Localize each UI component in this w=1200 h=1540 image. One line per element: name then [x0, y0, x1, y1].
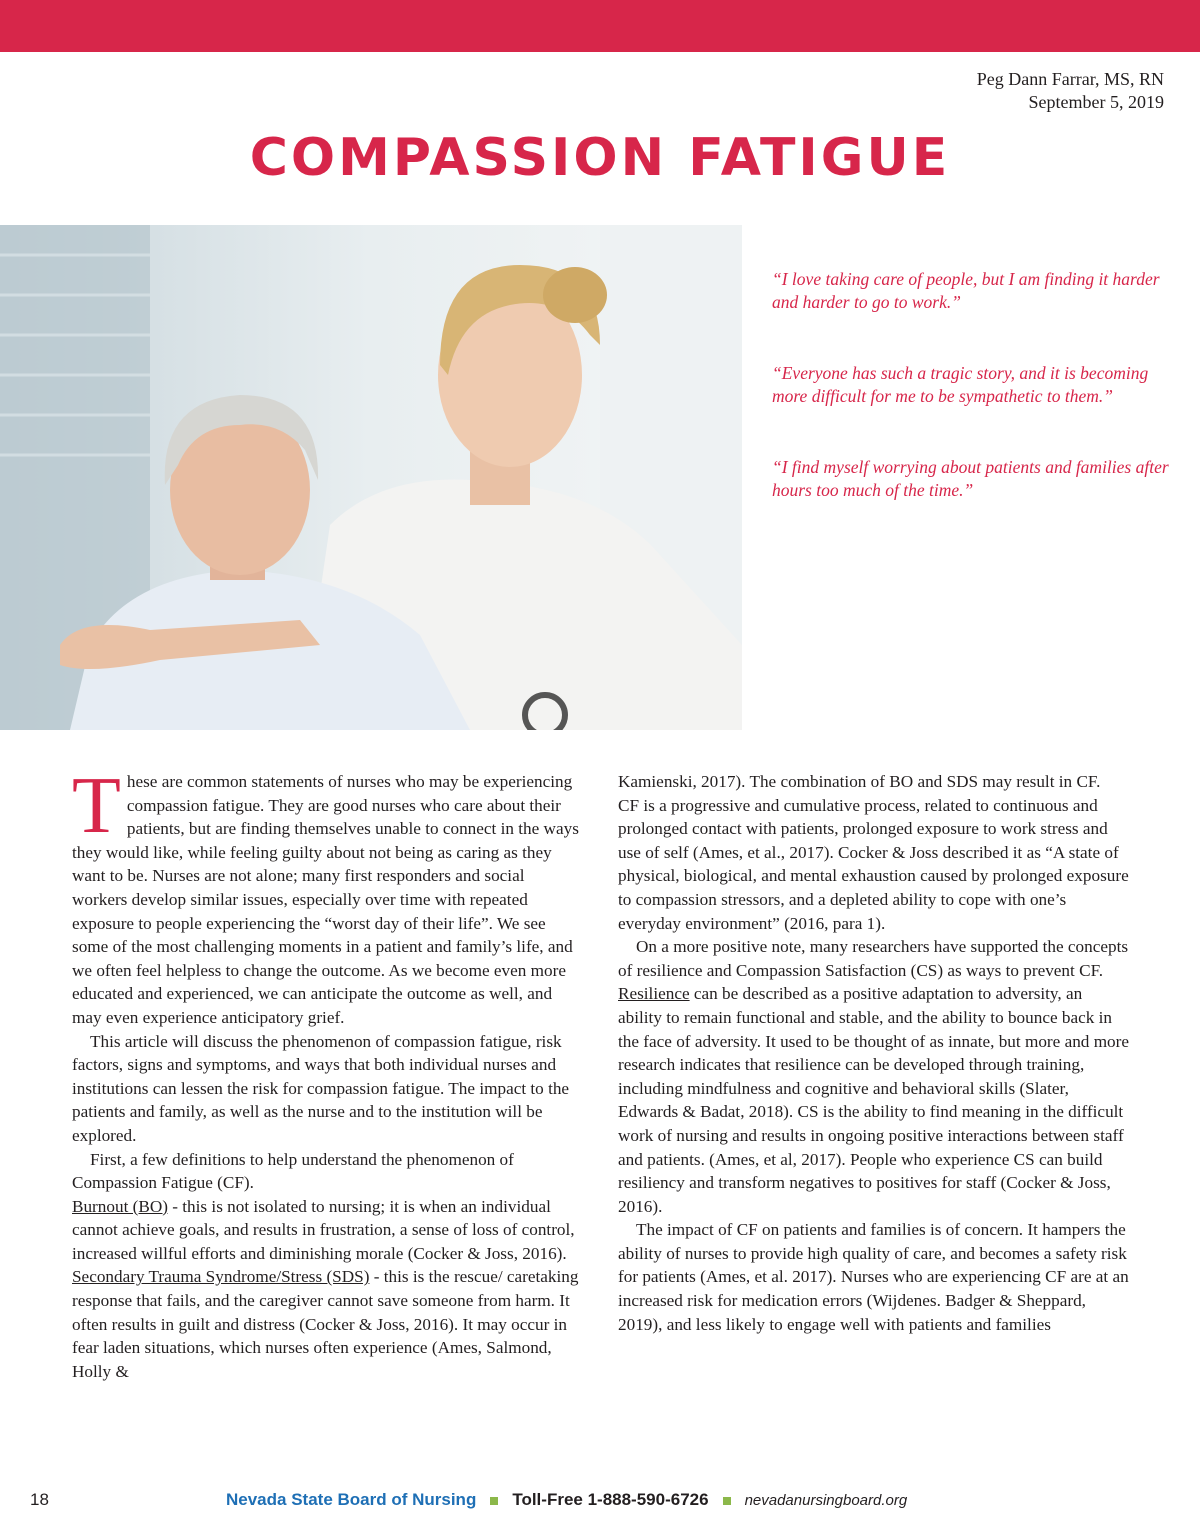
paragraph-text: On a more positive note, many researchers have supported the concepts of resilience and Compassion Satisfaction (CS) as ways to prevent CF.	[618, 937, 1129, 980]
paragraph: The impact of CF on patients and families is of concern. It hampers the ability of nurses to provide high quality of care, and becomes a safety risk for patients (Ames, et al. 2017). Nurses who are experiencing CF are at an increased risk for medication errors (Wijdenes. Badger & Sheppard, 2019), and less likely to engage well with patients and families	[618, 1220, 1129, 1334]
footer-phone: Toll-Free 1-888-590-6726	[512, 1490, 709, 1509]
paragraph: CF is a progressive and cumulative process, related to continuous and prolonged contact with patients, prolonged exposure to work stress and use of self (Ames, et al., 2017). Cocker & Joss described it as “A state of physical, biological, and mental exhaustion caused by prolonged exposure to compassion stressors, and a depleted ability to cope with one’s everyday environment” (2016, para 1).	[618, 795, 1129, 933]
paragraph-resilience	[618, 935, 1130, 1218]
top-color-band	[0, 0, 1200, 52]
intro-text: hese are common statements of nurses who may be experiencing compassion fatigue. They are good nurses who care about their patients, but are finding themselves unable to connect in the ways they would like, while feeling guilty about not being as caring as they want to be. Nurses are not alone; many first responders and social workers develop similar issues, especially over time with repeated exposure to people experiencing the “worst day of their life”. We see some of the most challenging moments in a patient and family’s life, and we often feel helpless to change the outcome. As we become even more educated and experienced, we can anticipate the outcome as well, and may even experience anticipatory grief.	[72, 772, 579, 1027]
pull-quote-3: “I find myself worrying about patients and families after hours too much of the time.”	[772, 457, 1169, 500]
paragraph: First, a few definitions to help understand the phenomenon of Compassion Fatigue (CF).	[72, 1149, 514, 1193]
pull-quote-2: “Everyone has such a tragic story, and it is becoming more difficult for me to be sympathetic to them.”	[772, 363, 1149, 406]
article-title: COMPASSION FATIGUE	[249, 128, 951, 188]
page-footer	[0, 1490, 1200, 1516]
nurse-patient-photo	[0, 225, 742, 730]
square-bullet-icon	[723, 1497, 731, 1505]
article-column-left	[72, 762, 584, 1383]
page-number: 18	[30, 1490, 49, 1509]
pull-quotes	[772, 268, 1172, 550]
definition-text: - this is the rescue/ caretaking response that fails, and the caregiver cannot save someone from harm. It often results in guilt and distress (Cocker & Joss, 2016). It may occur in fear laden situations, which nurses often experience (Ames, Salmond, Holly &	[72, 1267, 579, 1381]
footer-org-name: Nevada State Board of Nursing	[226, 1490, 477, 1509]
drop-cap: T	[72, 762, 121, 850]
author-name: Peg Dann Farrar, MS, RN	[976, 69, 1164, 89]
definition-sds	[72, 1265, 584, 1383]
footer-info	[226, 1490, 907, 1510]
byline	[977, 68, 1164, 114]
definition-burnout	[72, 1195, 584, 1266]
term-burnout: Burnout (BO)	[72, 1196, 168, 1216]
pull-quote-1: “I love taking care of people, but I am finding it harder and harder to go to work.”	[772, 269, 1160, 312]
paragraph-text: can be described as a positive adaptation to adversity, an ability to remain functional and stable, and the ability to bounce back in the face of adversity. It used to be thought of as innate, but more and more research indicates that resilience can be developed through training, including mindfulness and cognitive and behavioral skills (Slater, Edwards & Badat, 2018). CS is the ability to find meaning in the difficult work of nursing and results in ongoing positive interactions between staff and patients. (Ames, et al, 2017). People who experience CS can build resiliency and transform negatives to positives for staff (Cocker & Joss, 2016).	[618, 984, 1130, 1216]
definition-text: - this is not isolated to nursing; it is when an individual cannot achieve goals, and results in frustration, a sense of loss of control, increased willful efforts and diminishing morale (Cocker & Joss, 2016).	[72, 1196, 575, 1263]
term-sds: Secondary Trauma Syndrome/Stress (SDS)	[72, 1267, 370, 1287]
intro-paragraph	[72, 762, 584, 1030]
paragraph: This article will discuss the phenomenon of compassion fatigue, risk factors, signs and symptoms, and ways that both individual nurses and institutions can lessen the risk for compassion fatigue. The impact to the patients and family, as well as the nurse and to the institution will be explored.	[72, 1031, 570, 1145]
paragraph: Kamienski, 2017). The combination of BO and SDS may result in CF.	[618, 772, 1101, 791]
footer-url: nevadanursingboard.org	[744, 1492, 908, 1509]
term-resilience: Resilience	[618, 984, 690, 1004]
article-column-right	[618, 770, 1130, 1336]
square-bullet-icon	[490, 1497, 498, 1505]
article-date: September 5, 2019	[1028, 92, 1164, 112]
